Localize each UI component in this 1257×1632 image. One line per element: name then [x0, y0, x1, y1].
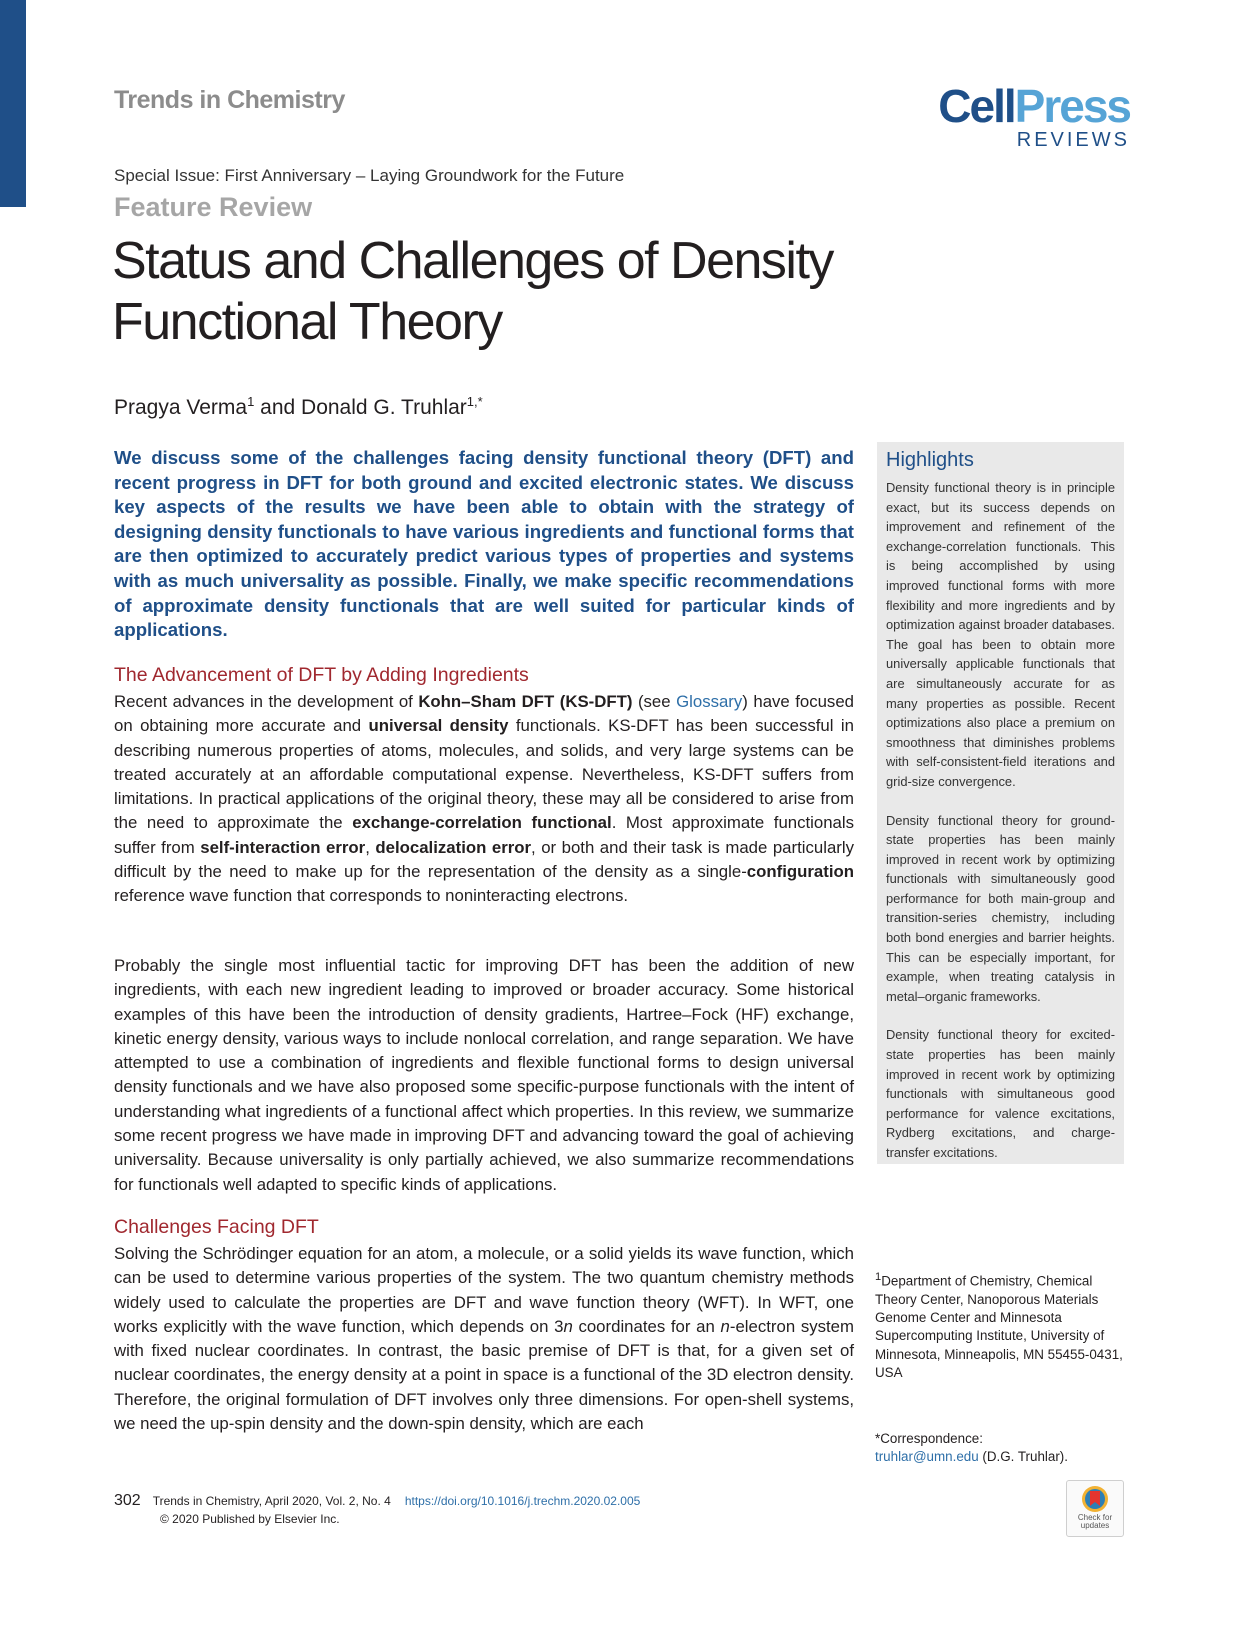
text-run: -electron system with fixed nuclear coordinates. In contrast, the basic premise of DFT is that, for a given set of nuclear coordinates, the energy density at a point in space is a functional of the 3D electron density. Therefore, the original formulation of DFT involves only three dimensions. For open-shell systems, we need the up-spin density and the down-spin density, which are each	[114, 1316, 854, 1434]
text-run: ) have focused on obtaining more accurate and	[114, 692, 854, 736]
math-variable: n	[563, 1316, 573, 1336]
text-run: . Most approximate functionals suffer from	[114, 813, 855, 857]
logo-press-text: Press	[1014, 80, 1130, 132]
affiliation-marker: 1	[247, 394, 255, 409]
glossary-term: self-interaction error	[200, 837, 366, 857]
body-paragraph	[114, 1242, 854, 1436]
text-run: reference wave function that corresponds to noninteracting electrons.	[114, 886, 628, 906]
glossary-term: configuration	[746, 862, 854, 882]
highlight-item: Density functional theory for excited-state properties has been mainly improved in recent work by optimizing functionals with simultaneous good performance for valence excitations, Rydberg excitations, and charge-transfer excitations.	[886, 1027, 1115, 1160]
glossary-term: universal density	[368, 716, 509, 736]
cellpress-logo	[930, 82, 1130, 150]
correspondence-label: *Correspondence:	[875, 1431, 983, 1446]
check-updates-label: updates	[1080, 1521, 1110, 1530]
glossary-term: Kohn–Sham DFT (KS-DFT)	[418, 692, 633, 711]
glossary-term: delocalization error	[375, 837, 532, 857]
doi-link[interactable]: https://doi.org/10.1016/j.trechm.2020.02.005	[404, 1494, 641, 1508]
page-footer	[114, 1492, 640, 1510]
abstract: We discuss some of the challenges facing density functional theory (DFT) and recent progress in DFT for both ground and excited electronic states. We discuss key aspects of the results we have been able to obtain with the strategy of designing density functionals to have various ingredients and functional forms that are then optimized to accurately predict various types of properties and systems with as much universality as possible. Finally, we make specific recommendations of approximate density functionals that are well suited for particular kinds of applications.	[114, 447, 854, 641]
author-list	[114, 394, 483, 420]
logo-cell-text: Cell	[938, 80, 1015, 132]
check-for-updates-button[interactable]	[1066, 1480, 1124, 1537]
body-paragraph: Probably the single most influential tactic for improving DFT has been the addition of new ingredients, with each new ingredient leading to improved or broader accuracy. Some historical examples of this have been the introduction of density gradients, Hartree–Fock (HF) exchange, kinetic energy density, various ways to include nonlocal correlation, and range separation. We have attempted to use a combination of ingredients and flexible functional forms to design universal density functionals and we have also proposed some specific-purpose functionals with the intent of understanding what ingredients of a functional affect which properties. In this review, we summarize some recent progress we have made in improving DFT and advancing toward the goal of achieving universality. Because universality is only partially achieved, we also summarize recommendations for functionals well adapted to specific kinds of applications.	[114, 956, 854, 1194]
affiliation-text: Department of Chemistry, Chemical Theory Center, Nanoporous Materials Genome Center and Minnesota Supercomputing Institute, University of Minnesota, Minneapolis, MN 55455-0431, USA	[875, 1273, 1123, 1380]
text-run: functionals. KS-DFT has been successful in describing numerous properties of atoms, molecules, and solids, and very large systems can be treated accurately at an affordable computational expense. Nevertheless, KS-DFT suffers from limitations. In practical applications of the original theory, these may all be considered to arise from the need to approximate the	[114, 716, 854, 833]
affiliation-marker: 1,*	[466, 394, 483, 409]
text-run: (see	[632, 692, 677, 711]
author-name[interactable]: Donald G. Truhlar	[301, 396, 467, 419]
journal-name: Trends in Chemistry	[114, 86, 345, 114]
journal-edge-bar	[0, 0, 26, 207]
highlight-item: Density functional theory is in principle exact, but its success depends on improvement and refinement of the exchange-correlation functionals. This is being accomplished by using improved functional forms with more flexibility and more ingredients and by optimization against broader databases. The goal has been to obtain more universally applicable functionals that are simultaneously accurate for as many properties as possible. Recent optimizations also place a premium on smoothness that diminishes problems with self-consistent-field iterations and grid-size convergence.	[886, 480, 1115, 789]
article-title: Status and Challenges of Density Functional Theory	[112, 232, 833, 351]
page-number: 302	[114, 1492, 141, 1509]
email-link[interactable]: truhlar@umn.edu	[875, 1449, 979, 1465]
special-issue-label: Special Issue: First Anniversary – Laying Groundwork for the Future	[114, 166, 625, 185]
correspondence-name: (D.G. Truhlar).	[978, 1449, 1068, 1465]
affiliation	[875, 1268, 1125, 1382]
author-name[interactable]: Pragya Verma	[114, 396, 248, 419]
bookmark-icon	[1080, 1484, 1110, 1514]
text-run: , or both and their task is made particularly difficult by the need to make up for the representation of the density as a single-	[114, 837, 854, 882]
text-run: ,	[365, 837, 376, 857]
glossary-term: exchange-correlation functional	[352, 813, 612, 833]
text-run: Recent advances in the development of	[114, 692, 419, 711]
affiliation-marker: 1	[875, 1271, 882, 1283]
highlights-title: Highlights	[886, 449, 974, 471]
article-type: Feature Review	[114, 192, 313, 222]
citation-text: Trends in Chemistry, April 2020, Vol. 2, No. 4	[152, 1494, 391, 1508]
check-updates-label: Check for	[1077, 1513, 1113, 1522]
text-run: Solving the Schrödinger equation for an atom, a molecule, or a solid yields its wave function, which can be used to determine various properties of the system. The two quantum chemistry methods widely used to calculate the properties are DFT and wave function theory (WFT). In WFT, one works explicitly with the wave function, which depends on 3	[114, 1244, 854, 1336]
highlights-box	[877, 442, 1124, 1164]
text-run: coordinates for an	[572, 1316, 721, 1336]
math-variable: n	[720, 1316, 730, 1336]
body-paragraph	[114, 690, 854, 909]
section-heading: The Advancement of DFT by Adding Ingredients	[114, 664, 529, 686]
author-separator: and	[254, 396, 302, 419]
logo-reviews-text: REVIEWS	[1016, 129, 1130, 151]
glossary-link[interactable]: Glossary	[676, 692, 743, 711]
correspondence	[875, 1430, 1125, 1467]
section-heading: Challenges Facing DFT	[114, 1216, 319, 1238]
copyright-notice: © 2020 Published by Elsevier Inc.	[160, 1512, 340, 1526]
highlight-item: Density functional theory for ground-state properties has been mainly improved in recent work by optimizing functionals with simultaneously good performance for both main-group and transition-series chemistry, including both bond energies and barrier heights. This can be especially important, for example, when treating catalysis in metal–organic frameworks.	[886, 812, 1115, 1004]
